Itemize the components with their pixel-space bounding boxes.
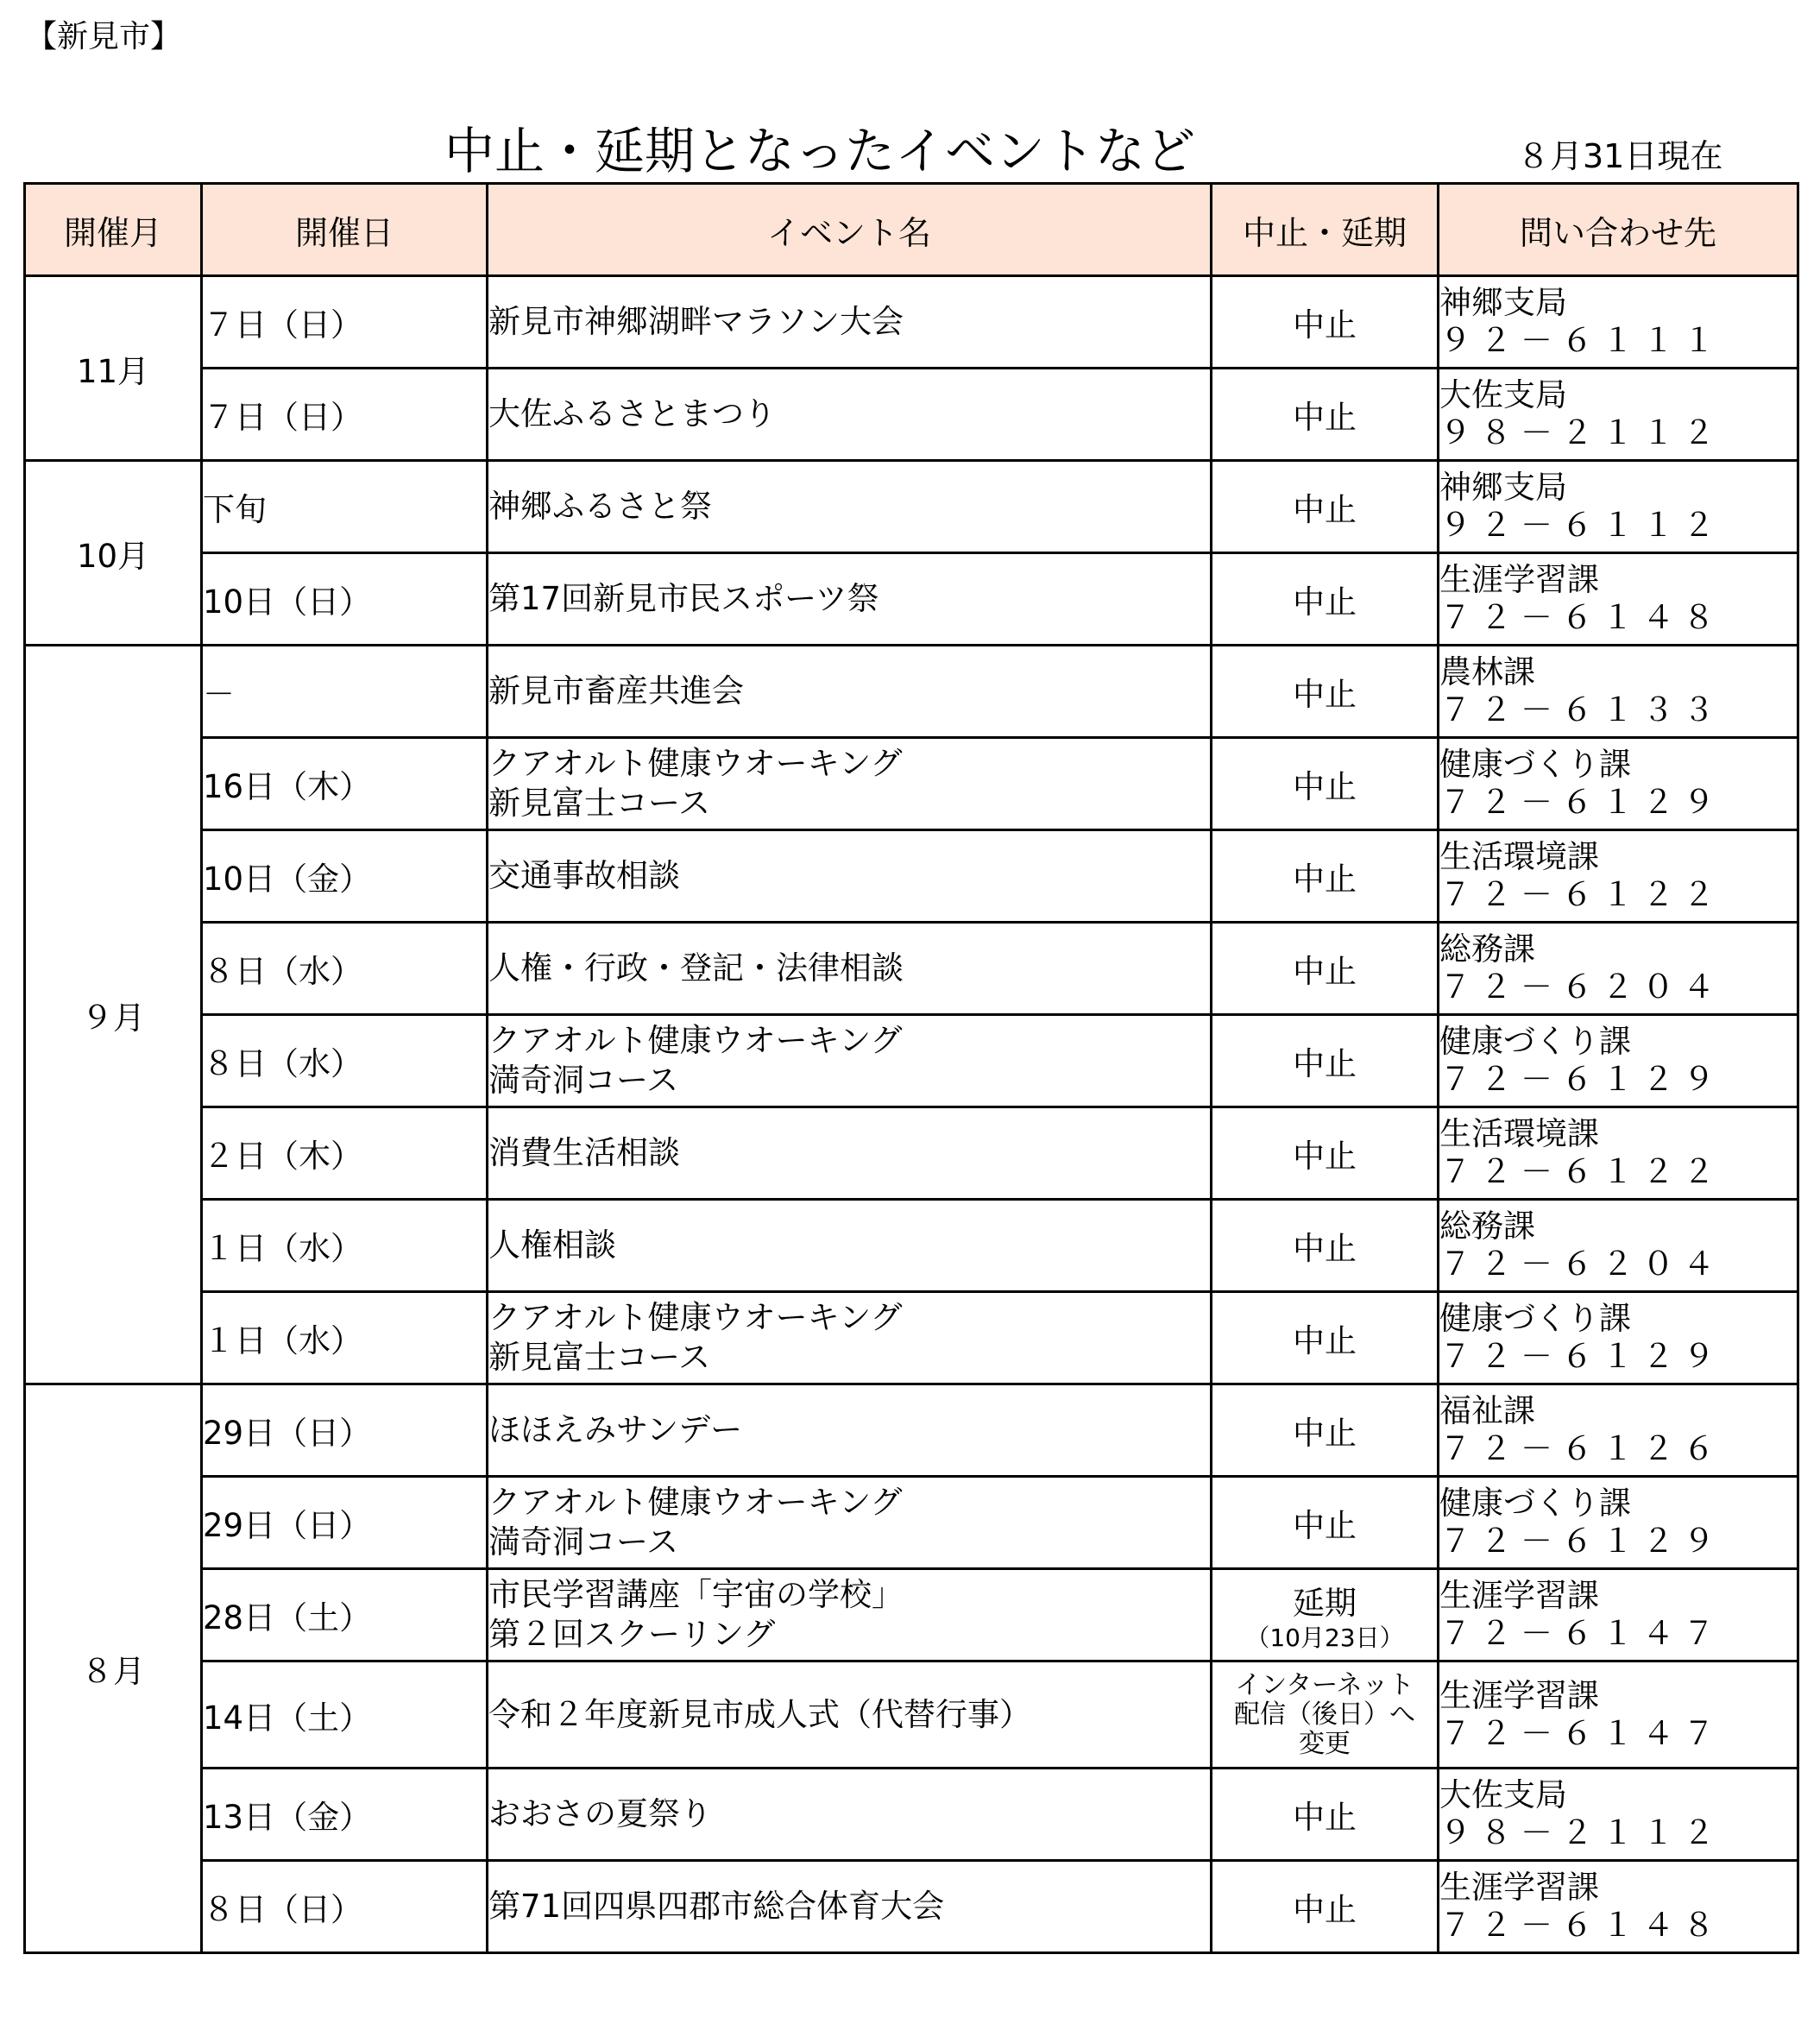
event-cell xyxy=(488,553,1212,646)
date-cell: １日（水） xyxy=(202,1200,488,1292)
event-cell xyxy=(488,1477,1212,1569)
table-row xyxy=(25,1861,1798,1953)
event-name-line: ほほえみサンデー xyxy=(488,1411,743,1448)
month-cell: ９月 xyxy=(25,646,202,1384)
contact-department: 大佐支局 xyxy=(1439,1776,1567,1813)
status-cell xyxy=(1212,830,1439,923)
status-badge: 中止 xyxy=(1293,1891,1357,1928)
event-name-line: 新見富士コース xyxy=(488,785,711,822)
contact-phone: ９２－６１１２ xyxy=(1439,507,1723,544)
contact-cell xyxy=(1439,461,1798,553)
event-cell xyxy=(488,646,1212,738)
table-row xyxy=(25,276,1798,369)
date-cell: ８日（日） xyxy=(202,1861,488,1953)
event-name-line: 新見市畜産共進会 xyxy=(488,672,744,709)
contact-department: 健康づくり課 xyxy=(1439,1023,1631,1060)
contact-phone: ７２－６１２２ xyxy=(1439,1153,1723,1190)
page-title: 中止・延期となったイベントなど xyxy=(444,122,1195,180)
event-name-line: クアオルト健康ウオーキング xyxy=(488,1299,903,1336)
event-cell xyxy=(488,1200,1212,1292)
month-cell: ８月 xyxy=(25,1384,202,1953)
status-badge: 中止 xyxy=(1293,1230,1357,1267)
event-cell xyxy=(488,461,1212,553)
status-cell xyxy=(1212,1200,1439,1292)
status-badge: 中止 xyxy=(1293,1138,1357,1175)
status-badge: 中止 xyxy=(1293,953,1357,990)
date-cell: 下旬 xyxy=(202,461,488,553)
status-cell xyxy=(1212,923,1439,1015)
column-header-month: 開催月 xyxy=(25,184,202,276)
contact-cell xyxy=(1439,276,1798,369)
city-label: 【新見市】 xyxy=(26,19,182,54)
table-body xyxy=(25,276,1798,1953)
contact-department: 生涯学習課 xyxy=(1439,561,1599,598)
date-cell: ７日（日） xyxy=(202,369,488,461)
event-name-line: 満奇洞コース xyxy=(488,1523,679,1561)
table-header-row xyxy=(25,184,1798,276)
table-row xyxy=(25,461,1798,553)
contact-department: 大佐支局 xyxy=(1439,376,1567,413)
column-header-date: 開催日 xyxy=(202,184,488,276)
event-name-line: 交通事故相談 xyxy=(488,857,680,894)
event-cell xyxy=(488,738,1212,830)
event-cell xyxy=(488,1292,1212,1384)
event-cell xyxy=(488,369,1212,461)
date-cell: 13日（金） xyxy=(202,1769,488,1861)
contact-cell xyxy=(1439,1292,1798,1384)
event-name-line: おおさの夏祭り xyxy=(488,1795,712,1832)
contact-cell xyxy=(1439,1200,1798,1292)
contact-phone: ７２－６２０４ xyxy=(1439,1245,1723,1283)
event-name-line: クアオルト健康ウオーキング xyxy=(488,1022,903,1059)
contact-phone: ９２－６１１１ xyxy=(1439,322,1723,359)
date-cell: 10日（金） xyxy=(202,830,488,923)
contact-department: 生活環境課 xyxy=(1439,838,1599,875)
table-row xyxy=(25,1661,1798,1769)
contact-department: 総務課 xyxy=(1439,930,1535,968)
contact-department: 農林課 xyxy=(1439,653,1535,690)
date-cell: 14日（土） xyxy=(202,1661,488,1769)
table-row xyxy=(25,646,1798,738)
table-row xyxy=(25,1292,1798,1384)
contact-phone: ７２－６１２９ xyxy=(1439,784,1723,821)
event-name-line: 大佐ふるさとまつり xyxy=(488,395,776,432)
table-row xyxy=(25,1769,1798,1861)
status-cell xyxy=(1212,1661,1439,1769)
table-row xyxy=(25,1200,1798,1292)
table-row xyxy=(25,1107,1798,1200)
status-badge: 中止 xyxy=(1293,1507,1357,1544)
table-row xyxy=(25,1569,1798,1661)
contact-phone: ７２－６１２２ xyxy=(1439,876,1723,913)
contact-cell xyxy=(1439,1107,1798,1200)
status-badge: 延期 xyxy=(1293,1585,1357,1622)
event-cell xyxy=(488,830,1212,923)
contact-cell xyxy=(1439,369,1798,461)
event-name-line: クアオルト健康ウオーキング xyxy=(488,745,903,782)
status-badge: 中止 xyxy=(1293,583,1357,621)
event-name-line: 人権相談 xyxy=(488,1226,616,1264)
status-badge: 中止 xyxy=(1293,306,1357,344)
status-cell xyxy=(1212,1015,1439,1107)
contact-department: 健康づくり課 xyxy=(1439,746,1631,783)
event-name-line: 第２回スクーリング xyxy=(488,1616,776,1653)
date-cell: 29日（日） xyxy=(202,1384,488,1477)
status-cell xyxy=(1212,1769,1439,1861)
date-cell: 28日（土） xyxy=(202,1569,488,1661)
contact-department: 生涯学習課 xyxy=(1439,1577,1599,1614)
contact-phone: ７２－６１４８ xyxy=(1439,1907,1723,1944)
column-header-status: 中止・延期 xyxy=(1212,184,1439,276)
status-cell xyxy=(1212,738,1439,830)
event-name-line: 第71回四県四郡市総合体育大会 xyxy=(488,1888,945,1925)
contact-department: 生活環境課 xyxy=(1439,1115,1599,1152)
contact-department: 生涯学習課 xyxy=(1439,1869,1599,1906)
contact-cell xyxy=(1439,738,1798,830)
contact-phone: ７２－６１２９ xyxy=(1439,1338,1723,1375)
contact-phone: ７２－６１４８ xyxy=(1439,599,1723,636)
month-cell: 10月 xyxy=(25,461,202,646)
column-header-contact: 問い合わせ先 xyxy=(1439,184,1798,276)
contact-cell xyxy=(1439,1861,1798,1953)
status-badge: 中止 xyxy=(1293,491,1357,528)
contact-department: 健康づくり課 xyxy=(1439,1485,1631,1522)
status-cell xyxy=(1212,369,1439,461)
contact-cell xyxy=(1439,646,1798,738)
event-cell xyxy=(488,1384,1212,1477)
status-cell xyxy=(1212,1861,1439,1953)
contact-cell xyxy=(1439,1477,1798,1569)
event-cell xyxy=(488,1661,1212,1769)
contact-phone: ７２－６１３３ xyxy=(1439,691,1723,728)
status-cell xyxy=(1212,1384,1439,1477)
table-row xyxy=(25,738,1798,830)
contact-cell xyxy=(1439,553,1798,646)
event-name-line: 神郷ふるさと祭 xyxy=(488,488,712,525)
event-cell xyxy=(488,923,1212,1015)
contact-department: 健康づくり課 xyxy=(1439,1300,1631,1337)
contact-cell xyxy=(1439,1015,1798,1107)
date-cell: － xyxy=(202,646,488,738)
contact-department: 総務課 xyxy=(1439,1207,1535,1245)
event-name-line: 新見市神郷湖畔マラソン大会 xyxy=(488,303,904,340)
contact-phone: ７２－６１２６ xyxy=(1439,1430,1723,1467)
table-row xyxy=(25,1477,1798,1569)
status-note xyxy=(1212,1671,1437,1759)
contact-phone: ９８－２１１２ xyxy=(1439,1814,1723,1851)
table-row xyxy=(25,1015,1798,1107)
status-badge: 中止 xyxy=(1293,861,1357,898)
contact-department: 神郷支局 xyxy=(1439,469,1567,506)
status-cell xyxy=(1212,646,1439,738)
contact-phone: ７２－６１２９ xyxy=(1439,1061,1723,1098)
status-cell xyxy=(1212,553,1439,646)
contact-phone: ７２－６１４７ xyxy=(1439,1615,1723,1652)
table-row xyxy=(25,830,1798,923)
column-header-event: イベント名 xyxy=(488,184,1212,276)
status-cell xyxy=(1212,1569,1439,1661)
table-row xyxy=(25,923,1798,1015)
date-cell: ７日（日） xyxy=(202,276,488,369)
date-cell: 10日（日） xyxy=(202,553,488,646)
event-cell xyxy=(488,1015,1212,1107)
contact-phone: ９８－２１１２ xyxy=(1439,414,1723,451)
date-cell: ２日（木） xyxy=(202,1107,488,1200)
status-badge: 中止 xyxy=(1293,768,1357,805)
contact-department: 生涯学習課 xyxy=(1439,1676,1599,1714)
contact-department: 神郷支局 xyxy=(1439,284,1567,321)
event-name-line: 消費生活相談 xyxy=(488,1134,680,1171)
event-cell xyxy=(488,276,1212,369)
status-badge: 中止 xyxy=(1293,676,1357,713)
event-name-line: クアオルト健康ウオーキング xyxy=(488,1484,903,1521)
event-name-line: 満奇洞コース xyxy=(488,1062,679,1099)
contact-department: 福祉課 xyxy=(1439,1392,1535,1429)
status-badge: 中止 xyxy=(1293,1045,1357,1082)
status-cell xyxy=(1212,461,1439,553)
contact-phone: ７２－６１２９ xyxy=(1439,1523,1723,1560)
contact-cell xyxy=(1439,1384,1798,1477)
event-cell xyxy=(488,1861,1212,1953)
event-name-line: 人権・行政・登記・法律相談 xyxy=(488,949,904,987)
event-cell xyxy=(488,1569,1212,1661)
event-name-line: 令和２年度新見市成人式（代替行事） xyxy=(488,1695,1031,1733)
contact-cell xyxy=(1439,1569,1798,1661)
as-of-date: ８月31日現在 xyxy=(1517,137,1723,175)
date-cell: 29日（日） xyxy=(202,1477,488,1569)
event-name-line: 新見富士コース xyxy=(488,1339,711,1376)
status-note-line: 配信（後日）へ xyxy=(1234,1699,1415,1730)
event-cell xyxy=(488,1769,1212,1861)
contact-cell xyxy=(1439,1769,1798,1861)
event-cell xyxy=(488,1107,1212,1200)
status-note-line: インターネット xyxy=(1235,1669,1414,1700)
status-badge: 中止 xyxy=(1293,1799,1357,1836)
contact-phone: ７２－６１４７ xyxy=(1439,1714,1723,1752)
contact-cell xyxy=(1439,830,1798,923)
date-cell: ８日（水） xyxy=(202,1015,488,1107)
status-badge: 中止 xyxy=(1293,1322,1357,1359)
status-cell xyxy=(1212,1477,1439,1569)
date-cell: ８日（水） xyxy=(202,923,488,1015)
status-note: （10月23日） xyxy=(1245,1624,1404,1652)
table-row xyxy=(25,553,1798,646)
date-cell: 16日（木） xyxy=(202,738,488,830)
event-name-line: 市民学習講座「宇宙の学校」 xyxy=(488,1576,904,1613)
table-row xyxy=(25,369,1798,461)
contact-phone: ７２－６２０４ xyxy=(1439,968,1723,1006)
month-cell: 11月 xyxy=(25,276,202,461)
status-note-line: 変更 xyxy=(1299,1728,1351,1759)
status-cell xyxy=(1212,276,1439,369)
event-name-line: 第17回新見市民スポーツ祭 xyxy=(488,580,879,617)
status-badge: 中止 xyxy=(1293,399,1357,436)
status-cell xyxy=(1212,1292,1439,1384)
status-cell xyxy=(1212,1107,1439,1200)
contact-cell xyxy=(1439,923,1798,1015)
status-badge: 中止 xyxy=(1293,1415,1357,1452)
events-table xyxy=(23,182,1799,1954)
contact-cell xyxy=(1439,1661,1798,1769)
table-row xyxy=(25,1384,1798,1477)
date-cell: １日（水） xyxy=(202,1292,488,1384)
